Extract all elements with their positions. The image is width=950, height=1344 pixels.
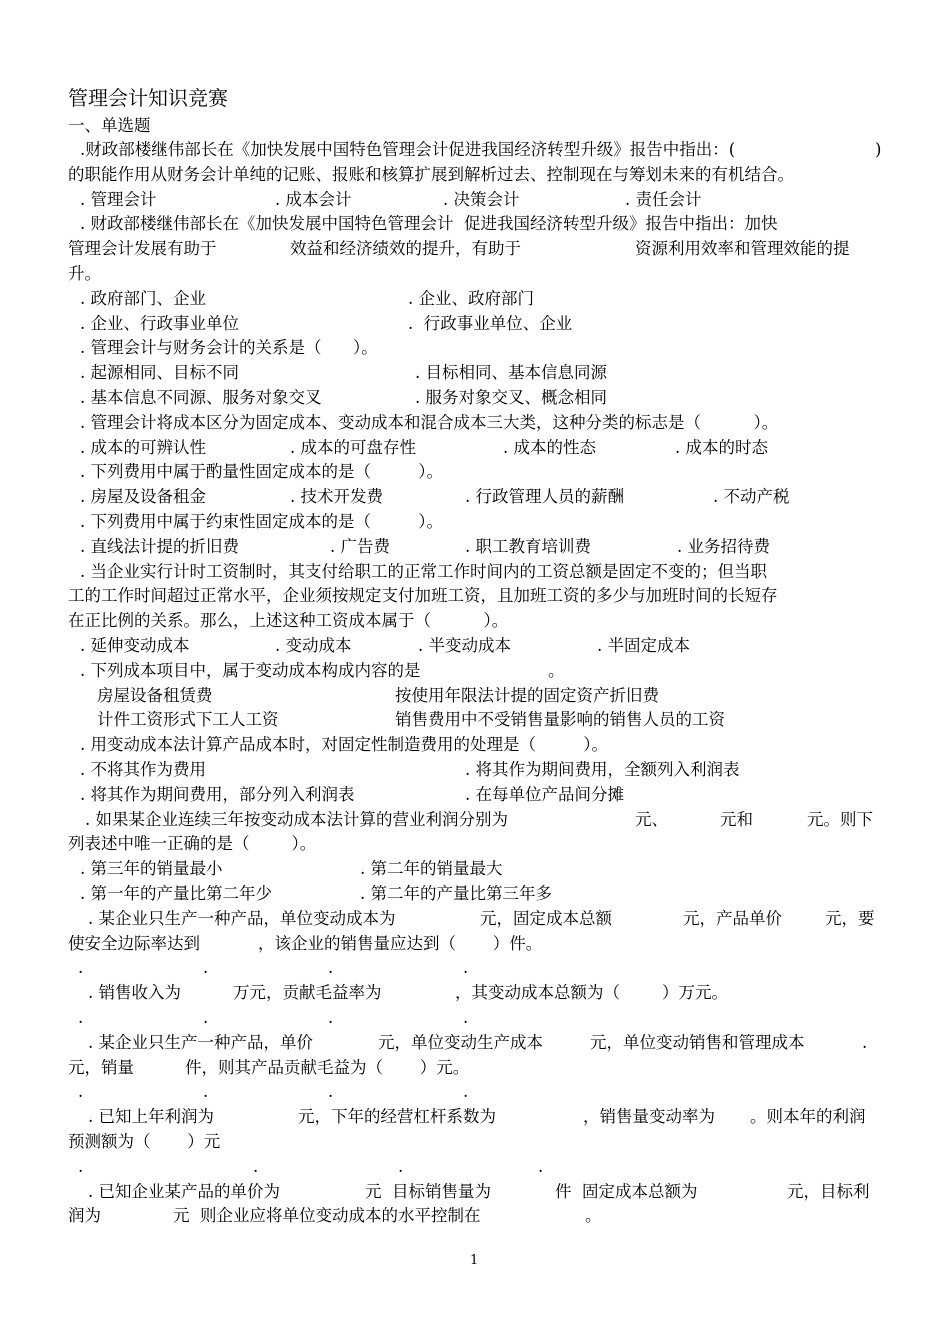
- text-line-1-0: 的职能作用从财务会计单纯的记账、报账和核算扩展到解析过去、控制现在与筹划未来的有机结合。: [68, 165, 794, 184]
- page-number: 1: [470, 1253, 479, 1268]
- text-line-20-3: . 半固定成本: [597, 636, 690, 655]
- text-line-39-0: . 已知上年利润为: [88, 1107, 214, 1126]
- text-line-7-0: . 企业、行政事业单位: [80, 314, 239, 333]
- text-line-33-2: .: [328, 958, 334, 977]
- text-line-32-0: 使安全边际率达到: [68, 934, 200, 953]
- text-line-27-3: 元。则下: [807, 810, 873, 829]
- text-line-35-3: .: [463, 1008, 469, 1027]
- text-line-27-2: 元和: [720, 810, 753, 829]
- text-line-22-1: 按使用年限法计提的固定资产折旧费: [395, 686, 659, 705]
- text-line-31-0: . 某企业只生产一种产品，单位变动成本为: [88, 909, 396, 928]
- text-line-5-0: 升。: [68, 264, 101, 283]
- text-line-21-0: . 下列成本项目中，属于变动成本构成内容的是: [80, 661, 421, 680]
- text-line-35-2: .: [328, 1008, 334, 1027]
- text-line-30-0: . 第一年的产量比第二年少: [80, 884, 272, 903]
- text-line-20-0: . 延伸变动成本: [80, 636, 190, 655]
- text-line-2-0: . 管理会计: [80, 190, 157, 209]
- text-line-9-1: . 目标相同、基本信息同源: [415, 363, 607, 382]
- text-line-42-0: . 已知企业某产品的单价为: [88, 1182, 280, 1201]
- text-line-35-1: .: [203, 1008, 209, 1027]
- text-line-17-0: . 当企业实行计时工资制时，其支付给职工的正常工作时间内的工资总额是固定不变的；但当职: [80, 562, 767, 581]
- text-line-36-0: . 某企业只生产一种产品，单价: [88, 1033, 313, 1052]
- text-line-36-2: 元，单位变动销售和管理成本: [590, 1033, 805, 1052]
- text-line-0-1: ): [875, 140, 882, 159]
- document-title: 管理会计知识竞赛: [68, 86, 228, 110]
- text-line-14-3: . 不动产税: [713, 487, 790, 506]
- text-line-39-3: 。则本年的利润: [750, 1107, 866, 1126]
- text-line-4-2: 资源利用效率和管理效能的提: [635, 239, 850, 258]
- text-line-26-1: . 在每单位产品间分摊: [465, 785, 624, 804]
- text-line-4-1: 效益和经济绩效的提升，有助于: [290, 239, 521, 258]
- text-line-14-1: . 技术开发费: [290, 487, 383, 506]
- text-line-29-0: . 第三年的销量最小: [80, 859, 223, 878]
- text-line-43-0: 润为: [68, 1206, 101, 1225]
- text-line-2-2: . 决策会计: [443, 190, 520, 209]
- text-line-12-0: . 成本的可辨认性: [80, 438, 206, 457]
- text-line-7-1: . 行政事业单位、企业: [408, 314, 573, 333]
- text-line-40-0: 预测额为（ ）元: [68, 1132, 221, 1151]
- text-line-16-2: . 职工教育培训费: [465, 537, 591, 556]
- text-line-43-2: 。: [585, 1206, 602, 1225]
- text-line-20-2: . 半变动成本: [418, 636, 511, 655]
- text-line-20-1: . 变动成本: [275, 636, 352, 655]
- text-line-32-1: ，该企业的销售量应达到（ ）件。: [258, 934, 543, 953]
- text-line-33-3: .: [463, 958, 469, 977]
- text-line-22-0: 房屋设备租赁费: [97, 686, 213, 705]
- text-line-43-1: 元 则企业应将单位变动成本的水平控制在: [173, 1206, 481, 1225]
- text-line-24-0: . 用变动成本法计算产品成本时，对固定性制造费用的处理是（ ）。: [80, 735, 608, 754]
- text-line-28-0: 列表述中唯一正确的是（ ）。: [68, 834, 317, 853]
- text-line-33-1: .: [203, 958, 209, 977]
- text-line-10-0: . 基本信息不同源、服务对象交叉: [80, 388, 322, 407]
- text-line-0-0: .财政部楼继伟部长在《加快发展中国特色管理会计促进我国经济转型升级》报告中指出：(: [80, 140, 736, 159]
- text-line-11-0: . 管理会计将成本区分为固定成本、变动成本和混合成本三大类，这种分类的标志是（ ）。: [80, 413, 779, 432]
- text-line-36-1: 元，单位变动生产成本: [378, 1033, 543, 1052]
- text-line-6-0: . 政府部门、企业: [80, 289, 206, 308]
- text-line-18-0: 工的工作时间超过正常水平，企业须按规定支付加班工资，且加班工资的多少与加班时间的长短存: [68, 586, 778, 605]
- text-line-33-0: .: [78, 958, 84, 977]
- text-line-42-3: 元，目标利: [787, 1182, 870, 1201]
- text-line-38-3: .: [463, 1082, 469, 1101]
- text-line-31-1: 元，固定成本总额: [480, 909, 612, 928]
- text-line-31-3: 元，要: [825, 909, 875, 928]
- text-line-16-0: . 直线法计提的折旧费: [80, 537, 239, 556]
- text-line-16-3: . 业务招待费: [677, 537, 770, 556]
- text-line-38-1: .: [203, 1082, 209, 1101]
- text-line-41-2: .: [398, 1157, 404, 1176]
- text-line-37-1: 件，则其产品贡献毛益为（ ）元。: [185, 1058, 470, 1077]
- text-line-6-1: . 企业、政府部门: [408, 289, 534, 308]
- text-line-29-1: . 第二年的销量最大: [360, 859, 503, 878]
- text-line-31-2: 元，产品单价: [683, 909, 782, 928]
- text-line-25-0: . 不将其作为费用: [80, 760, 206, 779]
- text-line-34-1: 万元，贡献毛益率为: [233, 983, 382, 1002]
- text-line-15-0: . 下列费用中属于约束性固定成本的是（ ）。: [80, 512, 443, 531]
- text-line-19-0: 在正比例的关系。那么，上述这种工资成本属于（ ）。: [68, 611, 509, 630]
- text-line-10-1: . 服务对象交叉、概念相同: [415, 388, 607, 407]
- text-line-25-1: . 将其作为期间费用，全额列入利润表: [465, 760, 740, 779]
- text-line-42-2: 件 固定成本总额为: [555, 1182, 698, 1201]
- text-line-42-1: 元 目标销售量为: [365, 1182, 491, 1201]
- text-line-30-1: . 第二年的产量比第三年多: [360, 884, 552, 903]
- text-line-34-0: . 销售收入为: [88, 983, 181, 1002]
- text-line-41-0: .: [78, 1157, 84, 1176]
- text-line-27-0: . 如果某企业连续三年按变动成本法计算的营业利润分别为: [85, 810, 508, 829]
- text-line-37-0: 元，销量: [68, 1058, 134, 1077]
- text-line-23-0: 计件工资形式下工人工资: [97, 710, 279, 729]
- text-line-36-3: .: [862, 1033, 868, 1052]
- text-line-34-2: ，其变动成本总额为（ ）万元。: [455, 983, 728, 1002]
- text-line-4-0: 管理会计发展有助于: [68, 239, 217, 258]
- text-line-12-2: . 成本的性态: [503, 438, 596, 457]
- text-line-14-2: . 行政管理人员的薪酬: [465, 487, 624, 506]
- text-line-12-1: . 成本的可盘存性: [290, 438, 416, 457]
- text-line-8-0: . 管理会计与财务会计的关系是（ ）。: [80, 338, 378, 357]
- text-line-38-0: .: [78, 1082, 84, 1101]
- text-line-23-1: 销售费用中不受销售量影响的销售人员的工资: [395, 710, 725, 729]
- text-line-27-1: 元、: [635, 810, 668, 829]
- text-line-21-1: 。: [548, 661, 565, 680]
- text-line-39-2: ，销售量变动率为: [583, 1107, 715, 1126]
- text-line-16-1: . 广告费: [330, 537, 390, 556]
- text-line-35-0: .: [78, 1008, 84, 1027]
- text-line-38-2: .: [328, 1082, 334, 1101]
- text-line-12-3: . 成本的时态: [675, 438, 768, 457]
- text-line-41-3: .: [538, 1157, 544, 1176]
- text-line-26-0: . 将其作为期间费用，部分列入利润表: [80, 785, 355, 804]
- text-line-3-0: . 财政部楼继伟部长在《加快发展中国特色管理会计 促进我国经济转型升级》报告中指出：加快: [80, 214, 778, 233]
- text-line-14-0: . 房屋及设备租金: [80, 487, 206, 506]
- text-line-41-1: .: [253, 1157, 259, 1176]
- text-line-9-0: . 起源相同、目标不同: [80, 363, 239, 382]
- text-line-39-1: 元，下年的经营杠杆系数为: [298, 1107, 496, 1126]
- section-heading: 一、单选题: [68, 116, 151, 135]
- text-line-13-0: . 下列费用中属于酌量性固定成本的是（ ）。: [80, 462, 443, 481]
- text-line-2-3: . 责任会计: [625, 190, 702, 209]
- text-line-2-1: . 成本会计: [275, 190, 352, 209]
